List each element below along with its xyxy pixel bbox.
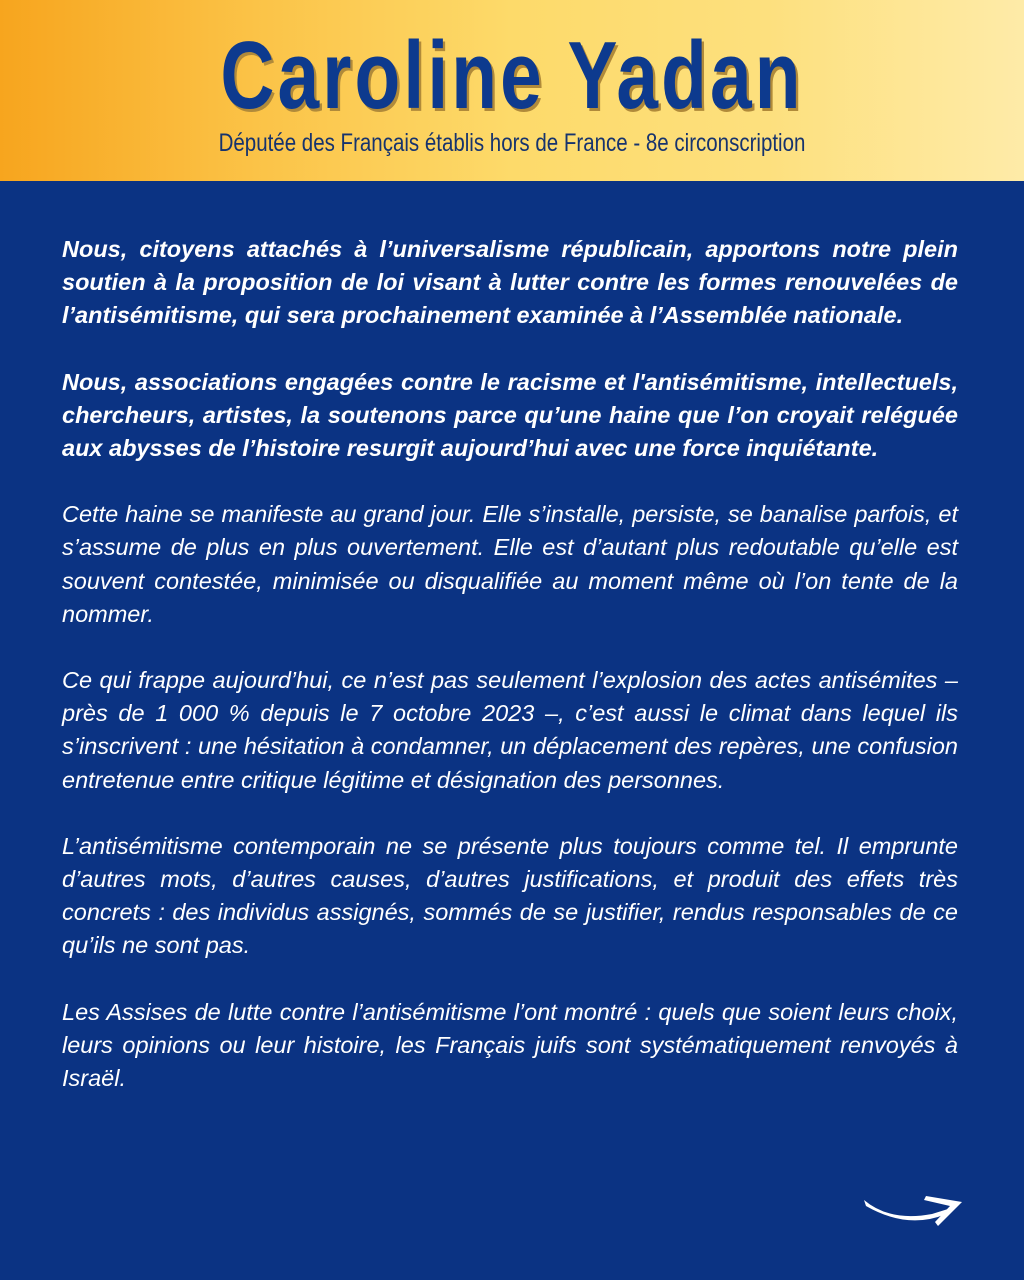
paragraph-1: Nous, citoyens attachés à l’universalisme républicain, apportons notre plein soutien à la proposition de loi visant à lutter contre les formes renouvelées de l’antisémitisme, qui sera prochainement examinée à l’Assemblée nationale. (62, 236, 958, 329)
letter-body (62, 233, 958, 1128)
paragraph-4: Ce qui frappe aujourd’hui, ce n’est pas seulement l’explosion des actes antisémites – près de 1 000 % depuis le 7 octobre 2023 –, c’est aussi le climat dans lequel ils s’inscrivent : une hésitation à condamner, un déplacement des repères, une confusion entretenue entre critique légitime et désignation des personnes. (62, 667, 958, 793)
header-banner (0, 0, 1024, 181)
paragraph-2: Nous, associations engagées contre le racisme et l'antisémitisme, intellectuels, chercheurs, artistes, la soutenons parce qu’une haine que l’on croyait reléguée aux abysses de l’histoire resurgit aujourd’hui avec une force inquiétante. (62, 368, 958, 462)
page-title: Caroline Yadan (220, 22, 804, 129)
page-subtitle: Députée des Français établis hors de France - 8e circonscription (218, 129, 806, 157)
paragraph-6: Les Assises de lutte contre l’antisémitisme l’ont montré : quels que soient leurs choix, leurs opinions ou leur histoire, les Français juifs sont systématiquement renvoyés à Israël. (62, 998, 958, 1092)
paragraph-3: Cette haine se manifeste au grand jour. Elle s’installe, persiste, se banalise parfois, et s’assume de plus en plus ouvertement. Elle est d’autant plus redoutable qu’elle est souvent contestée, minimisée ou disqualifiée au moment même où l’on tente de la nommer. (62, 501, 958, 627)
paragraph-5: L’antisémitisme contemporain ne se présente plus toujours comme tel. Il emprunte d’autres mots, d’autres causes, d’autres justifications, et produit des effets très concrets : des individus assignés, sommés de se justifier, rendus responsables de ce qu’ils ne sont pas. (62, 832, 958, 959)
curved-arrow-right-icon[interactable] (860, 1188, 968, 1232)
